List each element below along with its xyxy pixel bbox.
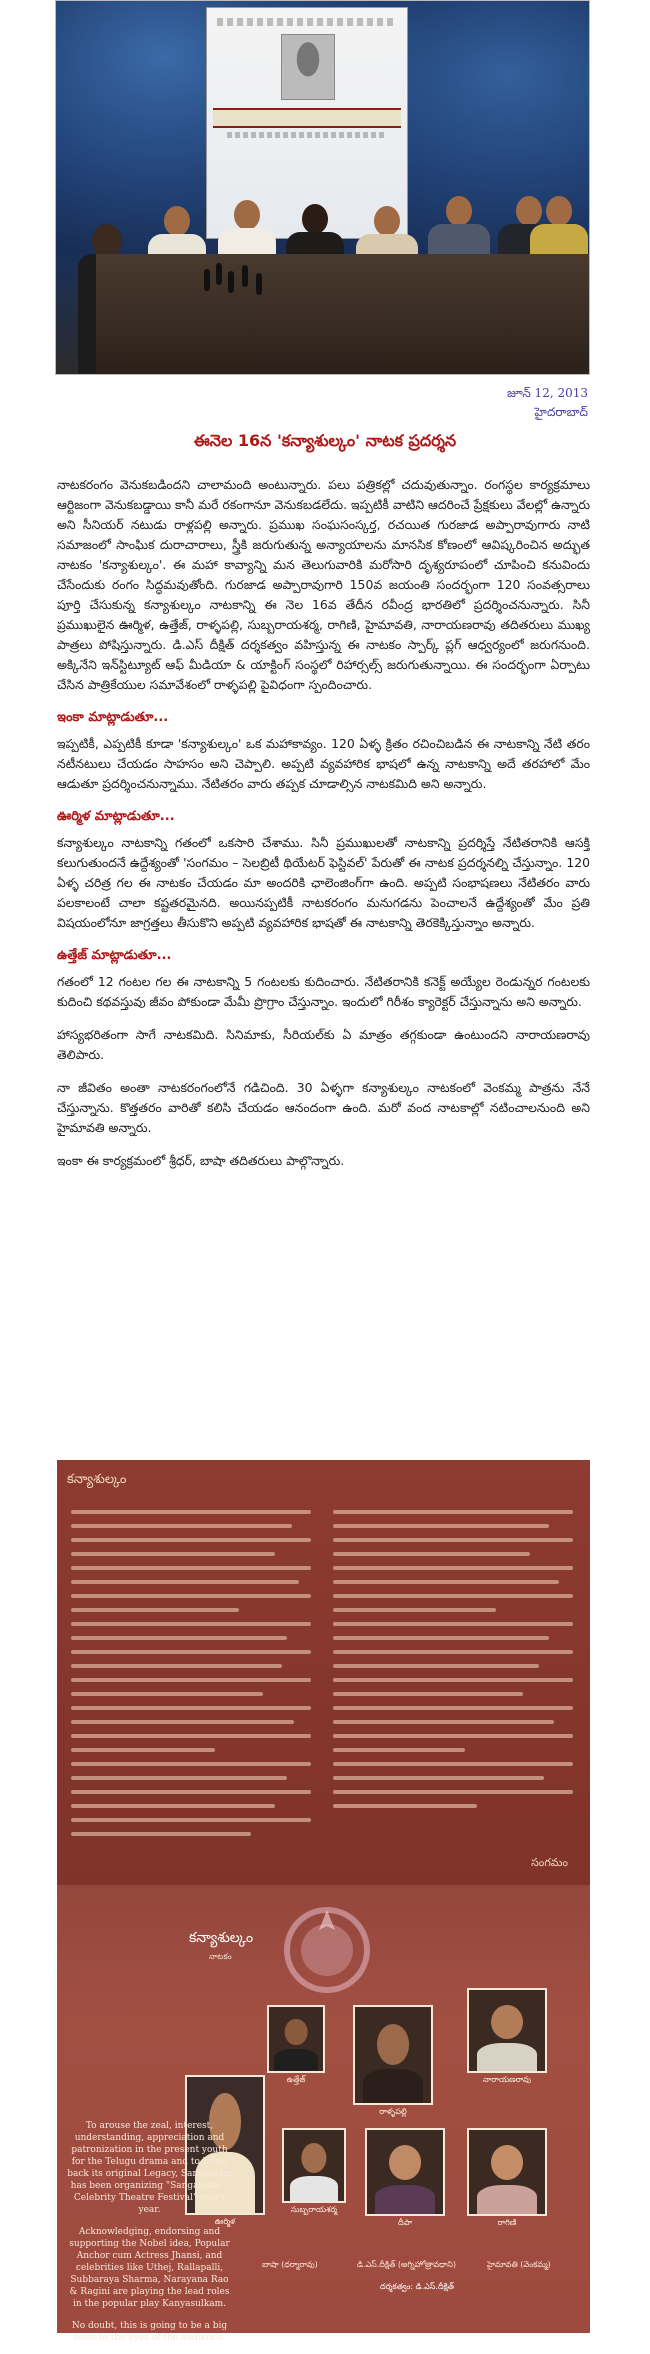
cast-photo-deepa [365,2128,445,2216]
article-body [57,475,590,1184]
blurb-paragraph: To arouse the zeal, interest, understanding, appreciation and patronization in the present youth for the Telugu drama and to bring back its original Legacy, Sangamam has been organizing "Sangamam – Celebrity Theatre Festival" every year. [67,2121,232,2215]
cast-photo-uthej [267,2005,325,2073]
blurb-paragraph: Acknowledging, endorsing and supporting the Nobel idea, Popular Anchor cum Actress Jhansi, and celebrities like Uthej, Rallapalli, Subbaraya Sharma, Narayana Rao & Ragini are playing the lead roles in the popular play Kanyasulkam. [69,2227,230,2309]
credit-3: హైమావతి (వెంకమ్మ) [487,2260,551,2269]
article-paragraph: నా జీవితం అంతా నాటకరంగంలోనే గడిచింది. 30 ఏళ్ళగా కన్యాశుల్కం నాటకంలో వెంకమ్మ పాత్రను నేనే చేస్తున్నాను. కొత్తతరం వారితో కలిసి చేయడం ఆనందంగా ఉంది. మరో వంద నాటకాల్లో నటించాలనుంది అని హైమావతి అన్నారు. [57,1080,590,1135]
cast-photo-ragini [467,2128,547,2216]
cast-name: రాగిణి [497,2218,517,2227]
poster-text-column-right [333,1500,573,1818]
cast-name: దీపా [398,2218,412,2227]
poster-blurb [67,2120,232,2354]
cast-photo-rallapalli [353,2005,433,2105]
article-paragraph: కన్యాశుల్కం నాటకాన్ని గతంలో ఒకసారి చేశాము. సినీ ప్రముఖులతో నాటకాన్ని ప్రదర్శిస్తే నేటితరానికి ఆసక్తి కలుగుతుందనే ఉద్దేశ్యంతో 'సంగమం – సెలబ్రిటీ థియేటర్ ఫెస్టివల్' పేరుతో ఈ నాటక ప్రదర్శనల్ని చేస్తున్నాం. 120 ఏళ్ళ చరిత్ర గల ఈ నాటకం చేయడం మా అందరికి ఛాలెంజింగ్‌గా ఉంది. అప్పటి సంభాషణలు నేటితరం వారు పలకాలంటే చాలా కష్టతరమైనది. అయినప్పటికీ నాటకరంగం మనుగడను పెంచాలనే ఉద్దేశ్యంతో మేం ప్రతి విషయంలోనూ జాగ్రత్తలు తీసుకొని అప్పటి వ్యవహారిక భాషతో ఈ నాటకాన్ని తెరకెక్కిస్తున్నాం అన్నారు. [57,835,590,930]
event-poster [57,1460,590,2343]
credit-1: బాషా (ధర్మారావు) [262,2260,318,2269]
cast-name: సుబ్బరాయశర్మ [290,2205,338,2214]
cast-photo-narayanarao [467,1988,547,2073]
article-paragraph: హాస్యభరితంగా సాగే నాటకమిది. సినిమాకు, సీరియల్‌కు ఏ మాత్రం తగ్గకుండా ఉంటుందని నారాయణరావు తెలిపారు. [57,1027,590,1062]
article-subheading: ఊర్మిళ మాట్లాడుతూ... [57,809,175,824]
article-paragraph: ఇప్పటికీ, ఎప్పటికీ కూడా 'కన్యాశుల్కం' ఒక మహాకావ్యం. 120 ఏళ్ళ క్రితం రచించిబడిన ఈ నాటకాన్ని నేటి తరం నటీనటులు చేయడం సాహసం అని చెప్పాలి. అప్పటి వ్యవహారిక భాషలో ఉన్న నాటకాన్ని అదే తరహాలో మేం ఆడుతూ ప్రదర్శించనున్నాము. నేటితరం వారు తప్పక చూడాల్సిన నాటకమిది అని అన్నారు. [57,736,590,791]
microphone [204,269,210,291]
dateline [507,384,588,422]
article-paragraph: నాటకరంగం వెనుకబడిందని చాలామంది అంటున్నారు. పలు పత్రికల్లో చదువుతున్నాం. రంగస్థల కార్యక్రమాలు ఆర్టిజంగా వెనుకబడ్డాయి కానీ మరే రకంగానూ వెనుకబడలేదు. ఇప్పటికీ వాటిని ఆదరించే ప్రేక్షకులు వేలల్లో ఉన్నారు అని సీనియర్ నటుడు రాళ్లపల్లి అన్నారు. ప్రముఖ సంఘసంస్కర్త, రచయిత గురజాడ అప్పారావుగారు నాటి సమాజంలో సాంఘిక దురాచారాలు, స్త్రీకి జరుగుతున్న అన్యాయాలను మానసిక కోణంలో ఆవిష్కరించిన అద్భుత నాటకం 'కన్యాశుల్కం'. ఈ మహా కావ్యాన్ని మన తెలుగువారికి మరోసారి దృశ్యరూపంలో చూపించి కనువిందు చేసేందుకు రంగం సిద్ధమవుతోంది. గురజాడ అప్పారావుగారి 150వ జయంతి సందర్భంగా 120 సంవత్సరాలు పూర్తి చేసుకున్న కన్యాశుల్కం నాటకాన్ని ఈ నెల 16వ తేదీన రవీంద్ర భారతిలో ప్రదర్శించనున్నారు. సినీ ప్రముఖులైన ఊర్మిళ, ఉత్తేజ్, రాళ్ళపల్లి, సుబ్బరాయశర్మ, రాగిణి, హైమావతి, నారాయణరావు తదితరులు ముఖ్య పాత్రలు పోషిస్తున్నారు. డి.ఎస్ దీక్షిత్ దర్శకత్వం వహిస్తున్న ఈ నాటకం స్పార్క్ ప్లగ్ ఆధ్వర్యంలో జరుగనుంది. అక్కినేని ఇన్‌స్టిట్యూట్ ఆఫ్ మీడియా & యాక్టింగ్ సంస్థలో రిహార్సల్స్ జరుగుతున్నాయి. ఈ సందర్భంగా ఏర్పాటు చేసిన పాత్రికేయుల సమావేశంలో రాళ్ళపల్లి పైవిధంగా స్పందించారు. [57,477,590,692]
microphone [228,271,234,293]
microphone [256,273,262,295]
microphone [242,265,248,287]
poster-text-panel [57,1460,590,1885]
poster-play-subtitle: నాటకం [209,1952,232,1961]
poster-text-column-left [71,1500,311,1846]
credit-2: డి.ఎస్.దీక్షిత్ (అగ్నిహోత్రావధాని) [357,2260,456,2269]
article-paragraph: ఇంకా ఈ కార్యక్రమంలో శ్రీధర్, బాషా తదితరులు పాల్గొన్నారు. [57,1153,345,1168]
press-meet-photo [55,0,590,375]
cast-name: ఊర్మిళ [214,2217,236,2226]
watermark-logo-icon [277,1900,377,2000]
article-headline: ఈనెల 16న 'కన్యాశుల్కం' నాటక ప్రదర్శన [193,431,457,450]
poster-director-credit: దర్శకత్వం: డి.ఎస్.దీక్షిత్ [379,2282,455,2291]
blurb-paragraph: No doubt, this is going to be a big feast to the eyes of the audience. [71,2321,228,2343]
microphone [216,263,222,285]
cast-photo-subbarayasharma [282,2128,346,2203]
poster-logo: కన్యాశుల్కం [67,1472,127,1487]
poster-signature: సంగమం [531,1856,568,1869]
article-subheading: ఇంకా మాట్లాడుతూ... [57,710,169,725]
banner-portrait-image [281,34,335,100]
cast-name: నారాయణరావు [483,2075,531,2084]
article-paragraph: గతంలో 12 గంటల గల ఈ నాటకాన్ని 5 గంటలకు కుదించారు. నేటితరానికి కనెక్ట్ అయ్యేల రెండున్నర గంటలకు కుదించి కథవస్తువు జీవం పోకుండా మేమీ ప్రొగ్రాం చేస్తున్నాం. ఇందులో గిరీశం క్యారెక్టర్ చేస్తున్నాను అని అన్నారు. [57,974,590,1009]
banner-title [213,108,401,128]
article-place: హైదరాబాద్ [534,405,588,419]
cast-name: రాళ్ళపల్లి [379,2107,407,2116]
cast-name: ఉత్తేజ్ [286,2075,306,2084]
article-subheading: ఉత్తేజ్ మాట్లాడుతూ... [57,948,172,963]
press-table [96,254,589,374]
poster-play-title: కన్యాశుల్కం [189,1930,254,1946]
article-date: జూన్ 12, 2013 [506,386,588,400]
